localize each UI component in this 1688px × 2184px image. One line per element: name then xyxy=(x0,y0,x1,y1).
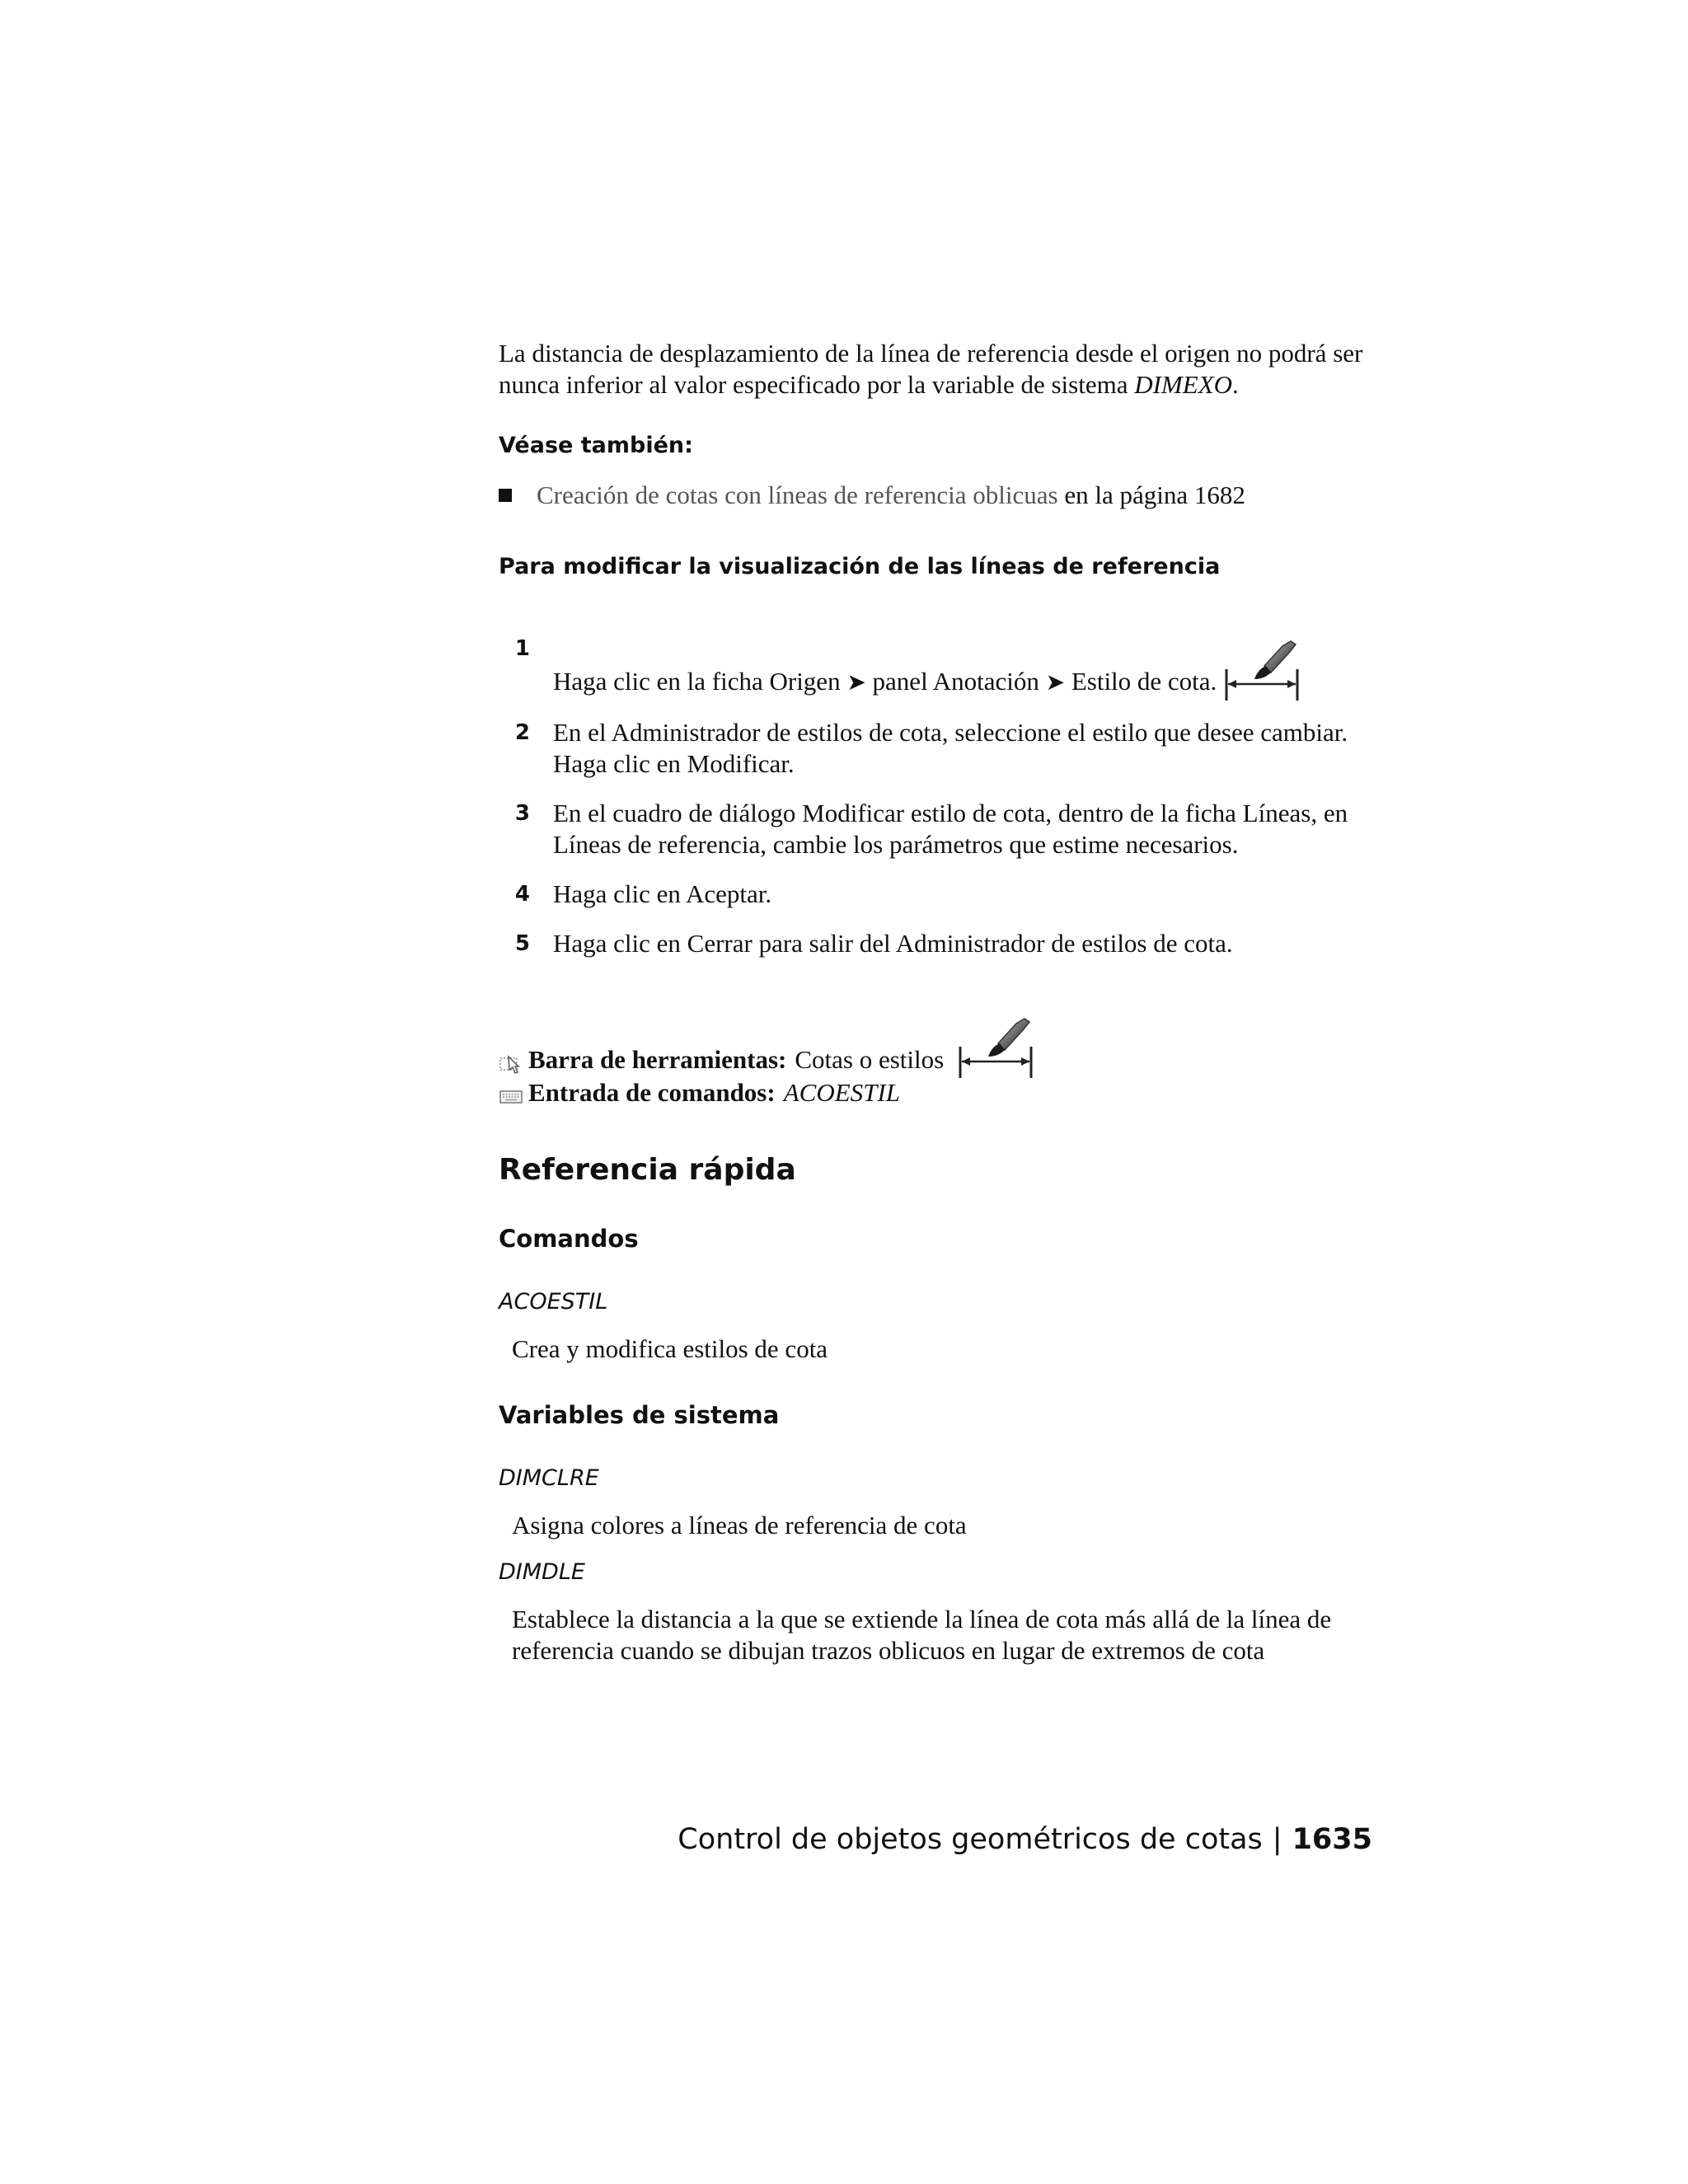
keyboard-icon xyxy=(499,1083,523,1104)
toolbar-value: Cotas o estilos xyxy=(795,1045,945,1074)
step-text: En el cuadro de diálogo Modificar estilo de cota, dentro de la ficha Líneas, en Líneas de referencia, cambie los parámetros que estime necesarios. xyxy=(553,799,1348,859)
see-also-item xyxy=(499,480,1372,511)
step-number: 4 xyxy=(514,882,530,907)
command-access xyxy=(499,1076,1372,1109)
command-label: Entrada de comandos: xyxy=(528,1078,776,1107)
dimension-style-icon[interactable] xyxy=(1221,638,1302,704)
intro-paragraph xyxy=(499,338,1372,401)
sysvar-description: Asigna colores a líneas de referencia de cota xyxy=(512,1511,967,1540)
intro-text: La distancia de desplazamiento de la línea de referencia desde el origen no podrá ser nunca inferior al valor especificado por la variable de sistema xyxy=(499,339,1363,399)
footer-title: Control de objetos geométricos de cotas xyxy=(678,1823,1263,1856)
step-1 xyxy=(499,633,1372,699)
toolbar-label: Barra de herramientas: xyxy=(528,1045,787,1074)
step-text: Haga clic en Aceptar. xyxy=(553,879,772,908)
sysvars-title: Variables de sistema xyxy=(499,1401,780,1429)
command-name: ACOESTIL xyxy=(499,1289,608,1315)
toolbar-access xyxy=(499,1010,1372,1076)
sysvar-name: DIMDLE xyxy=(499,1559,585,1585)
commands-title: Comandos xyxy=(499,1225,639,1253)
procedure-steps xyxy=(499,633,1372,959)
page-number: 1635 xyxy=(1292,1823,1372,1856)
cross-reference-link[interactable]: Creación de cotas con líneas de referencia oblicuas xyxy=(537,480,1058,509)
access-methods xyxy=(499,1010,1372,1109)
intro-end: . xyxy=(1232,370,1239,399)
arrow-icon: ➤ xyxy=(1045,670,1066,696)
quick-reference-title: Referencia rápida xyxy=(499,1153,796,1187)
command-value: ACOESTIL xyxy=(783,1078,900,1107)
toolbar-icon xyxy=(499,1050,523,1071)
document-page xyxy=(499,338,1372,1666)
see-also-title: Véase también: xyxy=(499,433,693,458)
step-2 xyxy=(499,717,1372,780)
step-3 xyxy=(499,798,1372,860)
arrow-icon: ➤ xyxy=(846,670,866,696)
step-4 xyxy=(499,879,1372,910)
step-5 xyxy=(499,928,1372,959)
dimexo-variable: DIMEXO xyxy=(1134,370,1233,399)
page-reference: en la página 1682 xyxy=(1057,480,1245,509)
step-text: Haga clic en Cerrar para salir del Administrador de estilos de cota. xyxy=(553,929,1233,958)
step-text: En el Administrador de estilos de cota, seleccione el estilo que desee cambiar. Haga clic en Modificar. xyxy=(553,718,1348,778)
page-footer xyxy=(678,1821,1372,1858)
step-text: Haga clic en la ficha Origen ➤ panel Anotación ➤ Estilo de cota. xyxy=(553,633,1372,699)
command-description: Crea y modifica estilos de cota xyxy=(512,1334,828,1363)
sysvar-name: DIMCLRE xyxy=(499,1465,599,1491)
see-also-list xyxy=(499,480,1372,511)
procedure-title: Para modificar la visualización de las líneas de referencia xyxy=(499,554,1221,579)
step-number: 1 xyxy=(514,636,530,661)
dimension-style-icon[interactable] xyxy=(955,1015,1036,1081)
footer-separator: | xyxy=(1272,1823,1282,1856)
square-bullet-icon xyxy=(499,489,512,502)
sysvar-description: Establece la distancia a la que se extiende la línea de cota más allá de la línea de referencia cuando se dibujan trazos oblicuos en lugar de extremos de cota xyxy=(512,1605,1332,1665)
step-number: 2 xyxy=(514,720,530,745)
step-number: 3 xyxy=(514,801,530,826)
step-number: 5 xyxy=(514,931,530,956)
